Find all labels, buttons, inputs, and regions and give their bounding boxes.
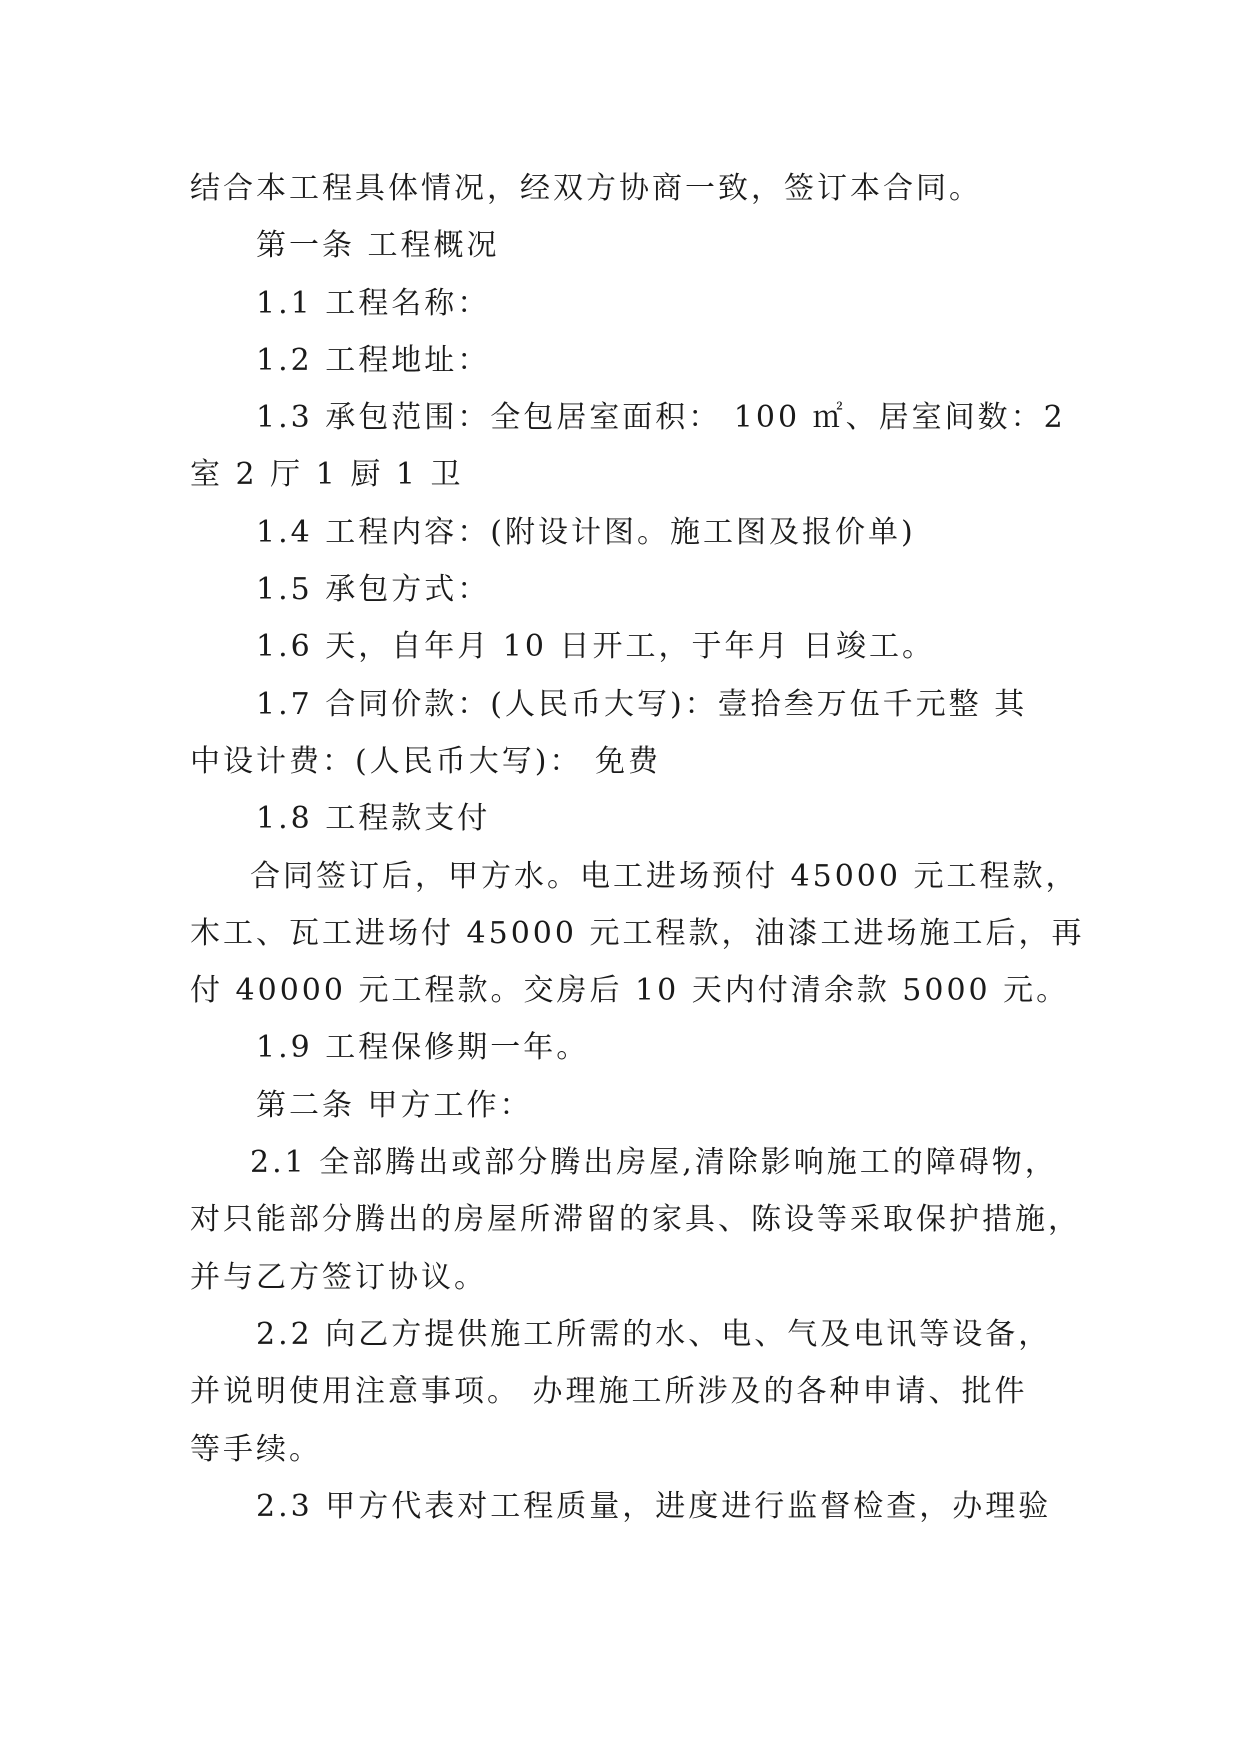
section-heading: 第二条 甲方工作： — [256, 1087, 533, 1123]
clause-line: 1.5 承包方式： — [256, 572, 491, 608]
text-line: 并与乙方签订协议。 — [190, 1259, 487, 1295]
text-line: 对只能部分腾出的房屋所滞留的家具、陈设等采取保护措施， — [190, 1202, 1081, 1238]
text-line: 并说明使用注意事项。 办理施工所涉及的各种申请、批件 — [190, 1374, 1028, 1410]
clause-line: 1.9 工程保修期一年。 — [256, 1030, 590, 1066]
clause-line: 1.7 合同价款：(人民币大写)：壹拾叁万伍千元整 其 — [256, 686, 1028, 722]
clause-line: 2.2 向乙方提供施工所需的水、电、气及电讯等设备， — [256, 1316, 1052, 1352]
clause-line: 2.1 全部腾出或部分腾出房屋,清除影响施工的障碍物， — [250, 1145, 1058, 1181]
text-line: 结合本工程具体情况，经双方协商一致，签订本合同。 — [190, 171, 982, 206]
text-line: 木工、瓦工进场付 45000 元工程款，油漆工进场施工后，再 — [190, 915, 1085, 951]
text-line: 等手续。 — [190, 1431, 322, 1467]
text-line: 中设计费：(人民币大写)： 免费 — [190, 743, 661, 779]
text-line: 付 40000 元工程款。交房后 10 天内付清余款 5000 元。 — [190, 973, 1070, 1009]
document-body — [190, 160, 1085, 1535]
section-heading: 第一条 工程概况 — [256, 228, 500, 264]
clause-line: 2.3 甲方代表对工程质量，进度进行监督检查，办理验 — [256, 1488, 1052, 1524]
clause-line: 1.2 工程地址： — [256, 342, 491, 378]
text-line: 合同签订后，甲方水。电工进场预付 45000 元工程款， — [250, 858, 1079, 894]
clause-line: 1.1 工程名称： — [256, 285, 491, 321]
clause-line: 1.4 工程内容：(附设计图。施工图及报价单) — [256, 514, 916, 550]
text-line: 室 2 厅 1 厨 1 卫 — [190, 457, 464, 493]
clause-line: 1.8 工程款支付 — [256, 801, 491, 837]
clause-line: 1.6 天，自年月 10 日开工，于年月 日竣工。 — [256, 629, 936, 665]
clause-line: 1.3 承包范围：全包居室面积： 100 ㎡、居室间数：2 — [256, 400, 1066, 436]
